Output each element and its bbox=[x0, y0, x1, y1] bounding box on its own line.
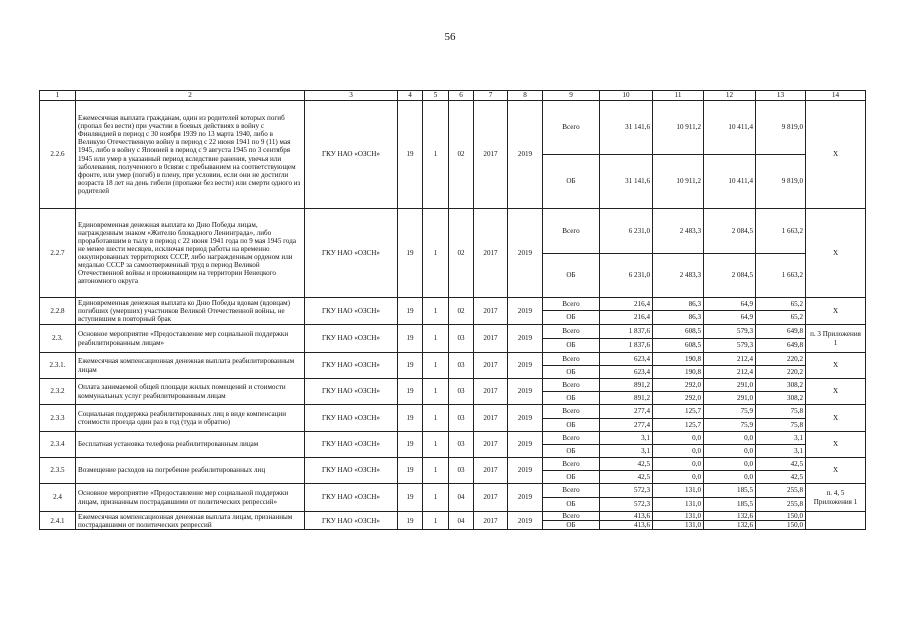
funding-source: Всего bbox=[543, 458, 600, 471]
column-number: 14 bbox=[806, 91, 866, 101]
amount-2019: 150,0 bbox=[756, 521, 806, 530]
amount-total: 277,4 bbox=[600, 419, 653, 432]
amount-2017: 0,0 bbox=[653, 432, 704, 445]
code-cell: 1 bbox=[423, 484, 449, 512]
activity-name: Единовременная денежная выплата ко Дню Победы вдовам (вдовцам) погибших (умерших) участников Великой Отечественной войны, не вступившим в повторный брак bbox=[76, 298, 305, 325]
amount-2019: 3,1 bbox=[756, 445, 806, 458]
table-row bbox=[40, 432, 866, 445]
funding-source: Всего bbox=[543, 432, 600, 445]
code-cell: 1 bbox=[423, 379, 449, 405]
amount-2018: 75,9 bbox=[704, 405, 756, 419]
start-year: 2017 bbox=[474, 405, 508, 432]
amount-2018: 2 084,5 bbox=[704, 209, 756, 254]
funding-source: Всего bbox=[543, 209, 600, 254]
funding-source: ОБ bbox=[543, 254, 600, 298]
amount-2018: 291,0 bbox=[704, 392, 756, 405]
amount-2017: 125,7 bbox=[653, 419, 704, 432]
amount-2017: 608,5 bbox=[653, 325, 704, 339]
indicator-link: Х bbox=[806, 353, 866, 379]
amount-total: 891,2 bbox=[600, 379, 653, 392]
amount-total: 1 837,6 bbox=[600, 339, 653, 353]
executor: ГКУ НАО «ОЗСН» bbox=[305, 209, 398, 298]
amount-2017: 86,3 bbox=[653, 298, 704, 311]
code-cell: 02 bbox=[449, 101, 474, 209]
amount-2018: 0,0 bbox=[704, 471, 756, 484]
amount-2019: 1 663,2 bbox=[756, 209, 806, 254]
row-number: 2.3. bbox=[40, 325, 76, 353]
amount-total: 891,2 bbox=[600, 392, 653, 405]
amount-2017: 608,5 bbox=[653, 339, 704, 353]
amount-2019: 75,8 bbox=[756, 405, 806, 419]
code-cell: 03 bbox=[449, 353, 474, 379]
start-year: 2017 bbox=[474, 353, 508, 379]
activity-name: Ежемесячная компенсационная денежная выплата лицам, признанным пострадавшими от политических репрессий bbox=[76, 512, 305, 530]
executor: ГКУ НАО «ОЗСН» bbox=[305, 432, 398, 458]
code-cell: 19 bbox=[398, 379, 423, 405]
column-number: 11 bbox=[653, 91, 704, 101]
indicator-link bbox=[806, 512, 866, 530]
amount-total: 572,3 bbox=[600, 484, 653, 498]
code-cell: 1 bbox=[423, 101, 449, 209]
amount-2018: 185,5 bbox=[704, 484, 756, 498]
funding-source: Всего bbox=[543, 379, 600, 392]
funding-source: Всего bbox=[543, 298, 600, 311]
row-number: 2.3.1. bbox=[40, 353, 76, 379]
amount-total: 31 141,6 bbox=[600, 155, 653, 209]
activity-name: Ежемесячная выплата гражданам, один из родителей которых погиб (пропал без вести) при участии в боевых действиях в войну с Финляндией в период с 30 ноября 1939 по 13 марта 1940, либо в Великую Отечественную войну в период с 22 июня 1941 по 9 (11) мая 1945, либо в войну с Японией в период с 9 августа 1945 по 3 сентября 1945 или умер в указанный период вследствие ранения, увечья или заболевания, полученного в 0связи с пребыванием на соответствующем фронте, или умер (погиб) в плену, при условии, если они не достигли возраста 18 лет на день гибели (пропажи без вести) или смерти одного из родителей bbox=[76, 101, 305, 209]
code-cell: 19 bbox=[398, 484, 423, 512]
amount-2019: 308,2 bbox=[756, 379, 806, 392]
amount-2017: 190,8 bbox=[653, 366, 704, 379]
table-row bbox=[40, 353, 866, 366]
code-cell: 19 bbox=[398, 298, 423, 325]
amount-2019: 9 819,0 bbox=[756, 155, 806, 209]
amount-total: 277,4 bbox=[600, 405, 653, 419]
funding-source: Всего bbox=[543, 512, 600, 521]
amount-2018: 64,9 bbox=[704, 298, 756, 311]
amount-2018: 64,9 bbox=[704, 311, 756, 325]
column-number-row bbox=[40, 91, 866, 101]
amount-2017: 292,0 bbox=[653, 379, 704, 392]
code-cell: 04 bbox=[449, 512, 474, 530]
executor: ГКУ НАО «ОЗСН» bbox=[305, 353, 398, 379]
column-number: 6 bbox=[449, 91, 474, 101]
amount-2018: 0,0 bbox=[704, 458, 756, 471]
amount-total: 3,1 bbox=[600, 445, 653, 458]
end-year: 2019 bbox=[508, 458, 543, 484]
funding-source: ОБ bbox=[543, 339, 600, 353]
amount-total: 623,4 bbox=[600, 353, 653, 366]
amount-total: 572,3 bbox=[600, 498, 653, 512]
executor: ГКУ НАО «ОЗСН» bbox=[305, 379, 398, 405]
amount-total: 42,5 bbox=[600, 471, 653, 484]
program-table bbox=[39, 90, 866, 530]
indicator-link: Х bbox=[806, 432, 866, 458]
code-cell: 02 bbox=[449, 298, 474, 325]
code-cell: 03 bbox=[449, 458, 474, 484]
code-cell: 1 bbox=[423, 432, 449, 458]
table-row bbox=[40, 101, 866, 155]
code-cell: 1 bbox=[423, 353, 449, 379]
amount-total: 216,4 bbox=[600, 298, 653, 311]
row-number: 2.2.6 bbox=[40, 101, 76, 209]
amount-total: 3,1 bbox=[600, 432, 653, 445]
table-row bbox=[40, 298, 866, 311]
funding-source: ОБ bbox=[543, 419, 600, 432]
amount-2019: 150,0 bbox=[756, 512, 806, 521]
funding-source: ОБ bbox=[543, 392, 600, 405]
start-year: 2017 bbox=[474, 512, 508, 530]
amount-2017: 10 911,2 bbox=[653, 101, 704, 155]
end-year: 2019 bbox=[508, 405, 543, 432]
amount-2019: 649,8 bbox=[756, 325, 806, 339]
indicator-link: п. 4, 5 Приложения 1 bbox=[806, 484, 866, 512]
amount-2019: 1 663,2 bbox=[756, 254, 806, 298]
amount-2019: 255,8 bbox=[756, 498, 806, 512]
column-number: 4 bbox=[398, 91, 423, 101]
amount-2019: 220,2 bbox=[756, 353, 806, 366]
end-year: 2019 bbox=[508, 101, 543, 209]
code-cell: 03 bbox=[449, 432, 474, 458]
amount-2018: 10 411,4 bbox=[704, 101, 756, 155]
start-year: 2017 bbox=[474, 209, 508, 298]
activity-name: Ежемесячная компенсационная денежная выплата реабилитированным лицам bbox=[76, 353, 305, 379]
amount-2018: 2 084,5 bbox=[704, 254, 756, 298]
executor: ГКУ НАО «ОЗСН» bbox=[305, 484, 398, 512]
funding-source: ОБ bbox=[543, 366, 600, 379]
column-number: 2 bbox=[76, 91, 305, 101]
amount-total: 6 231,0 bbox=[600, 254, 653, 298]
activity-name: Основное мероприятие «Предоставление мер социальной поддержки реабилитированным лицам» bbox=[76, 325, 305, 353]
activity-name: Оплата занимаемой общей площади жилых помещений и стоимости коммунальных услуг реабилитированным лицам bbox=[76, 379, 305, 405]
row-number: 2.3.5 bbox=[40, 458, 76, 484]
amount-2017: 2 483,3 bbox=[653, 254, 704, 298]
indicator-link: Х bbox=[806, 298, 866, 325]
code-cell: 19 bbox=[398, 405, 423, 432]
row-number: 2.2.8 bbox=[40, 298, 76, 325]
amount-2019: 308,2 bbox=[756, 392, 806, 405]
amount-2017: 131,0 bbox=[653, 512, 704, 521]
amount-2017: 0,0 bbox=[653, 471, 704, 484]
table-body bbox=[40, 91, 866, 530]
end-year: 2019 bbox=[508, 353, 543, 379]
table-row bbox=[40, 209, 866, 254]
funding-source: Всего bbox=[543, 353, 600, 366]
funding-source: ОБ bbox=[543, 521, 600, 530]
amount-total: 31 141,6 bbox=[600, 101, 653, 155]
row-number: 2.3.2 bbox=[40, 379, 76, 405]
column-number: 10 bbox=[600, 91, 653, 101]
start-year: 2017 bbox=[474, 298, 508, 325]
amount-2019: 9 819,0 bbox=[756, 101, 806, 155]
table-row bbox=[40, 379, 866, 392]
amount-2018: 291,0 bbox=[704, 379, 756, 392]
amount-2018: 212,4 bbox=[704, 366, 756, 379]
code-cell: 19 bbox=[398, 353, 423, 379]
code-cell: 1 bbox=[423, 209, 449, 298]
amount-2017: 0,0 bbox=[653, 445, 704, 458]
end-year: 2019 bbox=[508, 432, 543, 458]
code-cell: 19 bbox=[398, 209, 423, 298]
row-number: 2.4.1 bbox=[40, 512, 76, 530]
indicator-link: Х bbox=[806, 405, 866, 432]
column-number: 13 bbox=[756, 91, 806, 101]
start-year: 2017 bbox=[474, 325, 508, 353]
indicator-link: Х bbox=[806, 101, 866, 209]
column-number: 9 bbox=[543, 91, 600, 101]
amount-2019: 65,2 bbox=[756, 311, 806, 325]
funding-source: ОБ bbox=[543, 445, 600, 458]
row-number: 2.3.3 bbox=[40, 405, 76, 432]
activity-name: Социальная поддержка реабилитированных лиц в виде компенсации стоимости проезда один раз в год (туда и обратно) bbox=[76, 405, 305, 432]
funding-source: ОБ bbox=[543, 498, 600, 512]
amount-2017: 131,0 bbox=[653, 484, 704, 498]
amount-2019: 65,2 bbox=[756, 298, 806, 311]
code-cell: 03 bbox=[449, 405, 474, 432]
indicator-link: Х bbox=[806, 379, 866, 405]
amount-2019: 75,8 bbox=[756, 419, 806, 432]
page-number: 56 bbox=[444, 31, 456, 43]
amount-2018: 579,3 bbox=[704, 325, 756, 339]
table-row bbox=[40, 405, 866, 419]
code-cell: 02 bbox=[449, 209, 474, 298]
amount-total: 413,6 bbox=[600, 512, 653, 521]
amount-2018: 212,4 bbox=[704, 353, 756, 366]
column-number: 1 bbox=[40, 91, 76, 101]
amount-2017: 190,8 bbox=[653, 353, 704, 366]
table-row bbox=[40, 458, 866, 471]
amount-2018: 0,0 bbox=[704, 432, 756, 445]
funding-source: Всего bbox=[543, 484, 600, 498]
end-year: 2019 bbox=[508, 379, 543, 405]
funding-source: ОБ bbox=[543, 311, 600, 325]
amount-2018: 75,9 bbox=[704, 419, 756, 432]
funding-source: ОБ bbox=[543, 155, 600, 209]
code-cell: 19 bbox=[398, 325, 423, 353]
funding-source: ОБ bbox=[543, 471, 600, 484]
table-row bbox=[40, 512, 866, 521]
amount-2017: 125,7 bbox=[653, 405, 704, 419]
amount-2019: 42,5 bbox=[756, 458, 806, 471]
code-cell: 19 bbox=[398, 458, 423, 484]
code-cell: 03 bbox=[449, 325, 474, 353]
code-cell: 19 bbox=[398, 101, 423, 209]
table-row bbox=[40, 484, 866, 498]
amount-2018: 579,3 bbox=[704, 339, 756, 353]
amount-2018: 132,6 bbox=[704, 521, 756, 530]
end-year: 2019 bbox=[508, 512, 543, 530]
row-number: 2.4 bbox=[40, 484, 76, 512]
amount-2017: 2 483,3 bbox=[653, 209, 704, 254]
activity-name: Единовременная денежная выплата ко Дню Победы лицам, награжденным знаком «Жителю блокадного Ленинграда», либо проработавшим в тылу в период с 22 июня 1941 года по 9 мая 1945 года не менее шести месяцев, исключая период работы на временно оккупированных территориях СССР, либо награжденным орденом или медалью СССР за самоотверженный труд в период Великой Отечественной войны и проживающим на территории Ненецкого автономного округа bbox=[76, 209, 305, 298]
indicator-link: Х bbox=[806, 209, 866, 298]
amount-2017: 10 911,2 bbox=[653, 155, 704, 209]
executor: ГКУ НАО «ОЗСН» bbox=[305, 405, 398, 432]
indicator-link: п. 3 Приложения 1 bbox=[806, 325, 866, 353]
executor: ГКУ НАО «ОЗСН» bbox=[305, 101, 398, 209]
amount-2019: 220,2 bbox=[756, 366, 806, 379]
amount-2017: 131,0 bbox=[653, 521, 704, 530]
amount-2018: 132,6 bbox=[704, 512, 756, 521]
column-number: 3 bbox=[305, 91, 398, 101]
amount-2017: 0,0 bbox=[653, 458, 704, 471]
end-year: 2019 bbox=[508, 325, 543, 353]
amount-2018: 10 411,4 bbox=[704, 155, 756, 209]
start-year: 2017 bbox=[474, 379, 508, 405]
code-cell: 1 bbox=[423, 405, 449, 432]
activity-name: Бесплатная установка телефона реабилитированным лицам bbox=[76, 432, 305, 458]
amount-total: 42,5 bbox=[600, 458, 653, 471]
executor: ГКУ НАО «ОЗСН» bbox=[305, 325, 398, 353]
amount-2017: 131,0 bbox=[653, 498, 704, 512]
amount-total: 413,6 bbox=[600, 521, 653, 530]
amount-total: 1 837,6 bbox=[600, 325, 653, 339]
amount-total: 216,4 bbox=[600, 311, 653, 325]
end-year: 2019 bbox=[508, 209, 543, 298]
indicator-link: Х bbox=[806, 458, 866, 484]
code-cell: 1 bbox=[423, 325, 449, 353]
column-number: 7 bbox=[474, 91, 508, 101]
amount-total: 623,4 bbox=[600, 366, 653, 379]
activity-name: Основное мероприятие «Предоставление мер социальной поддержки лицам, признанным пострадавшими от политических репрессий» bbox=[76, 484, 305, 512]
funding-source: Всего bbox=[543, 405, 600, 419]
code-cell: 03 bbox=[449, 379, 474, 405]
code-cell: 19 bbox=[398, 512, 423, 530]
amount-2019: 255,8 bbox=[756, 484, 806, 498]
executor: ГКУ НАО «ОЗСН» bbox=[305, 512, 398, 530]
row-number: 2.3.4 bbox=[40, 432, 76, 458]
column-number: 8 bbox=[508, 91, 543, 101]
start-year: 2017 bbox=[474, 458, 508, 484]
code-cell: 04 bbox=[449, 484, 474, 512]
amount-2019: 3,1 bbox=[756, 432, 806, 445]
amount-2017: 86,3 bbox=[653, 311, 704, 325]
amount-2019: 649,8 bbox=[756, 339, 806, 353]
amount-2019: 42,5 bbox=[756, 471, 806, 484]
code-cell: 19 bbox=[398, 432, 423, 458]
amount-2017: 292,0 bbox=[653, 392, 704, 405]
activity-name: Возмещение расходов на погребение реабилитированных лиц bbox=[76, 458, 305, 484]
start-year: 2017 bbox=[474, 101, 508, 209]
column-number: 12 bbox=[704, 91, 756, 101]
amount-2018: 185,5 bbox=[704, 498, 756, 512]
start-year: 2017 bbox=[474, 432, 508, 458]
code-cell: 1 bbox=[423, 298, 449, 325]
amount-2018: 0,0 bbox=[704, 445, 756, 458]
start-year: 2017 bbox=[474, 484, 508, 512]
amount-total: 6 231,0 bbox=[600, 209, 653, 254]
row-number: 2.2.7 bbox=[40, 209, 76, 298]
executor: ГКУ НАО «ОЗСН» bbox=[305, 458, 398, 484]
code-cell: 1 bbox=[423, 458, 449, 484]
end-year: 2019 bbox=[508, 484, 543, 512]
funding-source: Всего bbox=[543, 325, 600, 339]
funding-source: Всего bbox=[543, 101, 600, 155]
executor: ГКУ НАО «ОЗСН» bbox=[305, 298, 398, 325]
code-cell: 1 bbox=[423, 512, 449, 530]
end-year: 2019 bbox=[508, 298, 543, 325]
table-row bbox=[40, 325, 866, 339]
column-number: 5 bbox=[423, 91, 449, 101]
